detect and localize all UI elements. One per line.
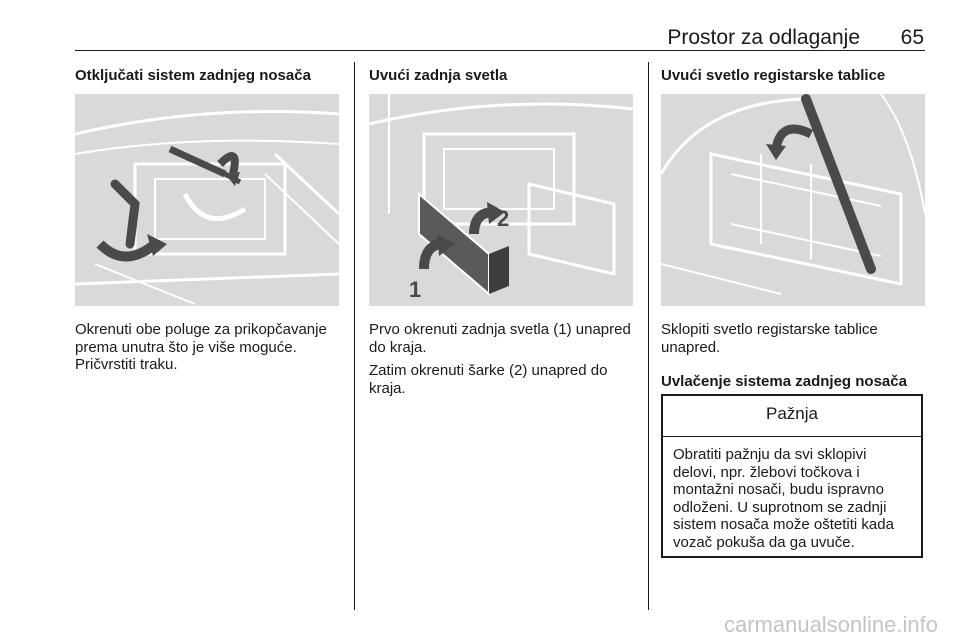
section-body — [661, 321, 923, 356]
section-heading: Uvući zadnja svetla — [369, 67, 508, 84]
section-heading: Otključati sistem zadnjeg nosača — [75, 67, 311, 84]
paragraph: Sklopiti svetlo registarske tablice unapred. — [661, 321, 878, 356]
header-rule — [75, 50, 925, 51]
figure-unlock-levers-illustration — [75, 94, 339, 306]
section-body — [75, 321, 339, 374]
notice-title: Pažnja — [663, 396, 921, 437]
figure-retract-tail-lights — [369, 94, 633, 306]
column-divider — [648, 62, 649, 610]
figure-retract-plate-light-illustration — [661, 94, 925, 306]
figure-retract-plate-light — [661, 94, 925, 306]
watermark: carmanualsonline.info — [723, 612, 938, 637]
figure-unlock-levers — [75, 94, 339, 306]
page-number: 65 — [900, 26, 924, 49]
section-heading: Uvući svetlo registarske tablice — [661, 67, 886, 84]
figure-retract-tail-lights-illustration — [369, 94, 633, 306]
section-body — [369, 321, 633, 397]
paragraph: Okrenuti obe poluge za prikopčavanje prema unutra što je više moguće. Pričvrstiti traku. — [75, 321, 327, 373]
figure-label-1: 1 — [409, 277, 422, 302]
column-divider — [354, 62, 355, 610]
paragraph: Zatim okrenuti šarke (2) unapred do kraja. — [369, 362, 608, 397]
page-title: Prostor za odlaganje — [667, 26, 860, 49]
paragraph: Prvo okrenuti zadnja svetla (1) unapred do kraja. — [369, 321, 631, 356]
section-subheading: Uvlačenje sistema zadnjeg nosača — [661, 373, 907, 390]
notice-box — [661, 394, 923, 558]
notice-text: Obratiti pažnju da svi sklopivi delovi, npr. žlebovi točkova i montažni nosači, budu ispravno odloženi. U suprotnom se zadnji sistem nosača može oštetiti kada vozač pokuša da ga uvuče. — [673, 446, 894, 551]
figure-label-2: 2 — [497, 206, 510, 231]
